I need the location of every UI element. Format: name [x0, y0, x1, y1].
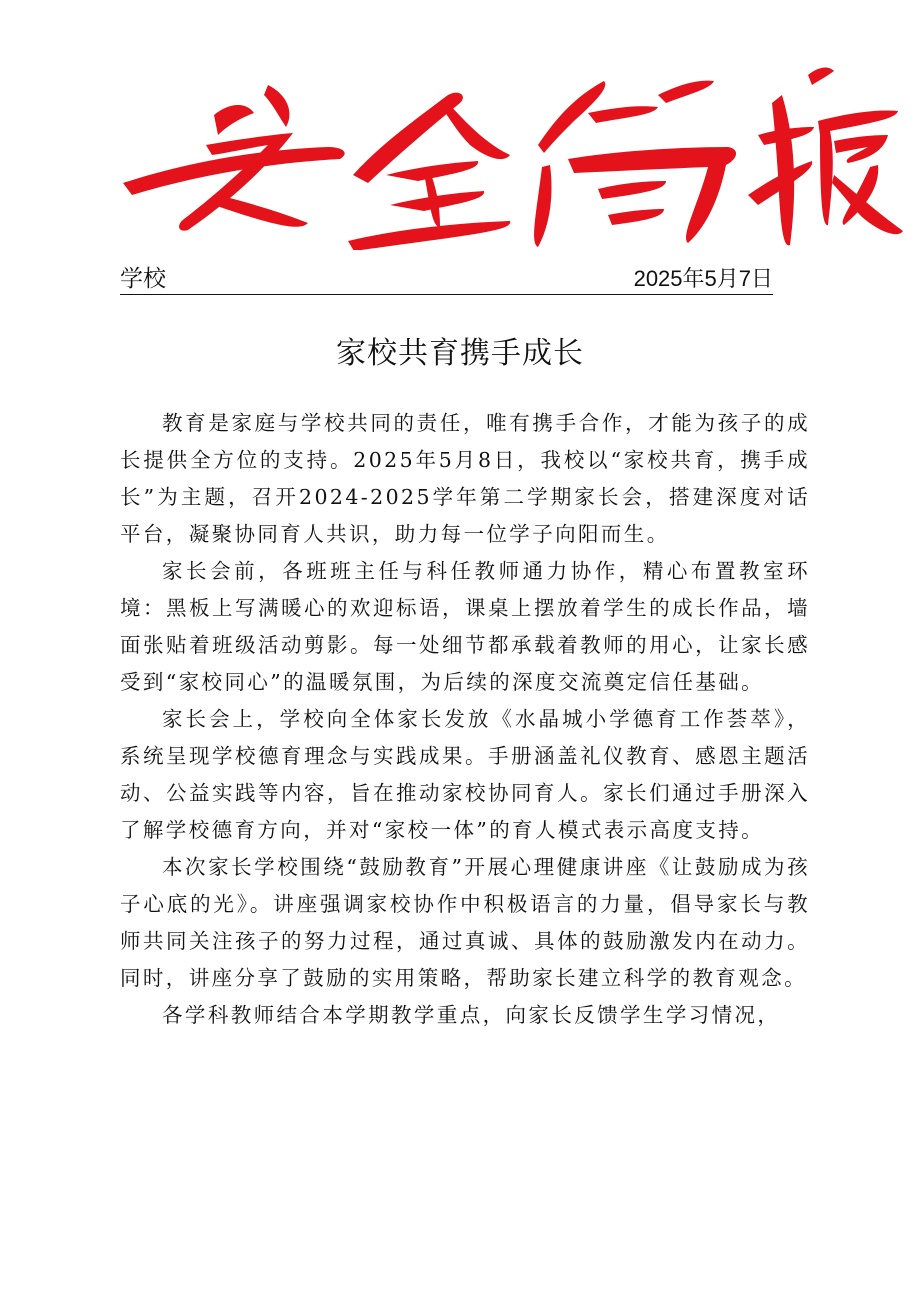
paragraph: 家长会上，学校向全体家长发放《水晶城小学德育工作荟萃》，系统呈现学校德育理念与实践成果。手册涵盖礼仪教育、感恩主题活动、公益实践等内容，旨在推动家校协同育人。家长们通过手册深入了解学校德育方向，并对“家校一体”的育人模式表示高度支持。: [120, 707, 810, 842]
issue-date: 2025年5月7日: [633, 266, 773, 291]
paragraph: 各学科教师结合本学期教学重点，向家长反馈学生学习情况，: [162, 1003, 781, 1027]
header-bar: [120, 262, 773, 295]
article-title: 家校共育携手成长: [336, 336, 584, 371]
school-label: 学校: [120, 266, 166, 292]
masthead: [118, 55, 903, 250]
article-body: [120, 405, 810, 1034]
masthead-logo: [118, 55, 903, 250]
paragraph: 本次家长学校围绕“鼓励教育”开展心理健康讲座《让鼓励成为孩子心底的光》。讲座强调家校协作中积极语言的力量，倡导家长与教师共同关注孩子的努力过程，通过真诚、具体的鼓励激发内在动力。同时，讲座分享了鼓励的实用策略，帮助家长建立科学的教育观念。: [120, 855, 810, 990]
paragraph: 教育是家庭与学校共同的责任，唯有携手合作，才能为孩子的成长提供全方位的支持。2025年5月8日，我校以“家校共育，携手成长”为主题，召开2024-2025学年第二学期家长会，搭建深度对话平台，凝聚协同育人共识，助力每一位学子向阳而生。: [120, 411, 810, 546]
paragraph: 家长会前，各班班主任与科任教师通力协作，精心布置教室环境：黑板上写满暖心的欢迎标语，课桌上摆放着学生的成长作品，墙面张贴着班级活动剪影。每一处细节都承载着教师的用心，让家长感受到“家校同心”的温暖氛围，为后续的深度交流奠定信任基础。: [120, 559, 810, 694]
